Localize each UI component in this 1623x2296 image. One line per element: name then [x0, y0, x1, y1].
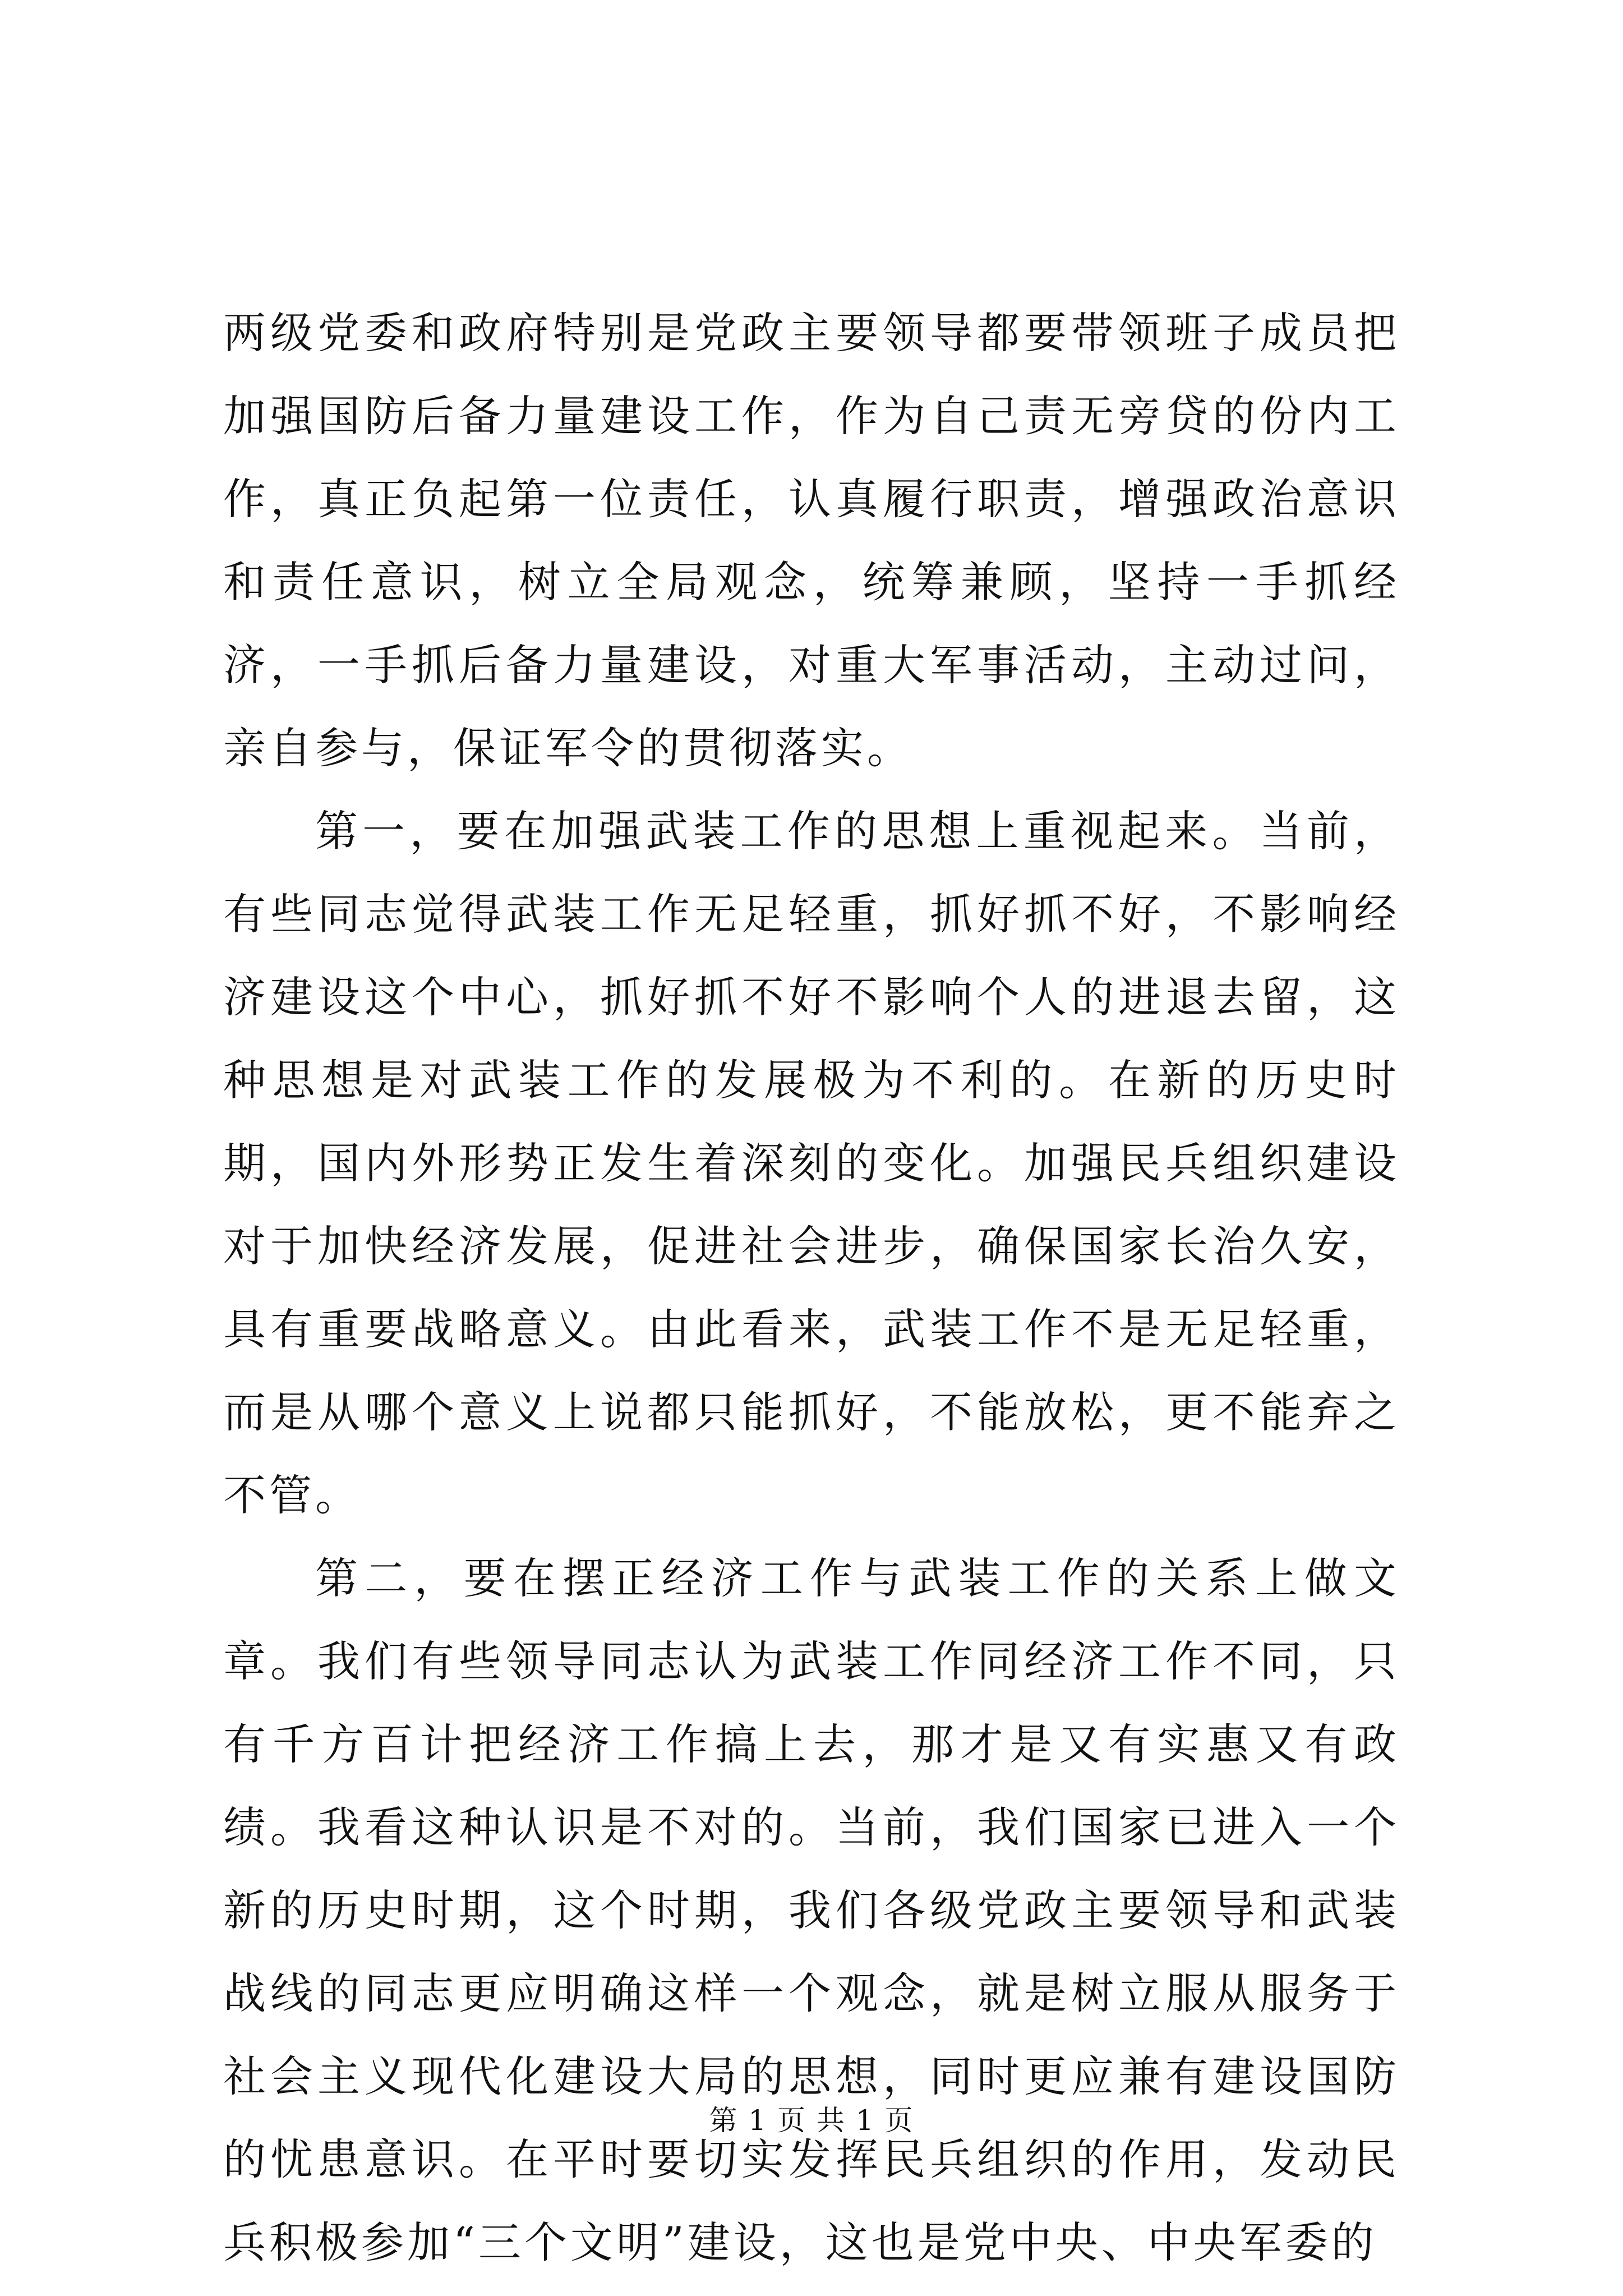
- page-footer: 第 1 页 共 1 页: [709, 2104, 914, 2137]
- paragraph-1: 两级党委和政府特别是党政主要领导都要带领班子成员把加强国防后备力量建设工作，作为自己责无旁贷的份内工作，真正负起第一位责任，认真履行职责，增强政治意识和责任意识，树立全局观念，统筹兼顾，坚持一手抓经济，一手抓后备力量建设，对重大军事活动，主动过问，亲自参与，保证军令的贯彻落实。: [223, 308, 1400, 773]
- body-text: [223, 292, 1400, 2284]
- paragraph-2: 第一，要在加强武装工作的思想上重视起来。当前，有些同志觉得武装工作无足轻重，抓好抓不好，不影响经济建设这个中心，抓好抓不好不影响个人的进退去留，这种思想是对武装工作的发展极为不利的。在新的历史时期，国内外形势正发生着深刻的变化。加强民兵组织建设对于加快经济发展，促进社会进步，确保国家长治久安，具有重要战略意义。由此看来，武装工作不是无足轻重，而是从哪个意义上说都只能抓好，不能放松，更不能弃之不管。: [223, 806, 1400, 1520]
- paragraph-3: 第二，要在摆正经济工作与武装工作的关系上做文章。我们有些领导同志认为武装工作同经济工作不同，只有千方百计把经济工作搞上去，那才是又有实惠又有政绩。我看这种认识是不对的。当前，我们国家已进入一个新的历史时期，这个时期，我们各级党政主要领导和武装战线的同志更应明确这样一个观念，就是树立服从服务于社会主义现代化建设大局的思想，同时更应兼有建设国防的忧患意识。在平时要切实发挥民兵组织的作用，发动民兵积极参加“三个文明”建设，这也是党中央、中央军委的: [223, 1553, 1400, 2267]
